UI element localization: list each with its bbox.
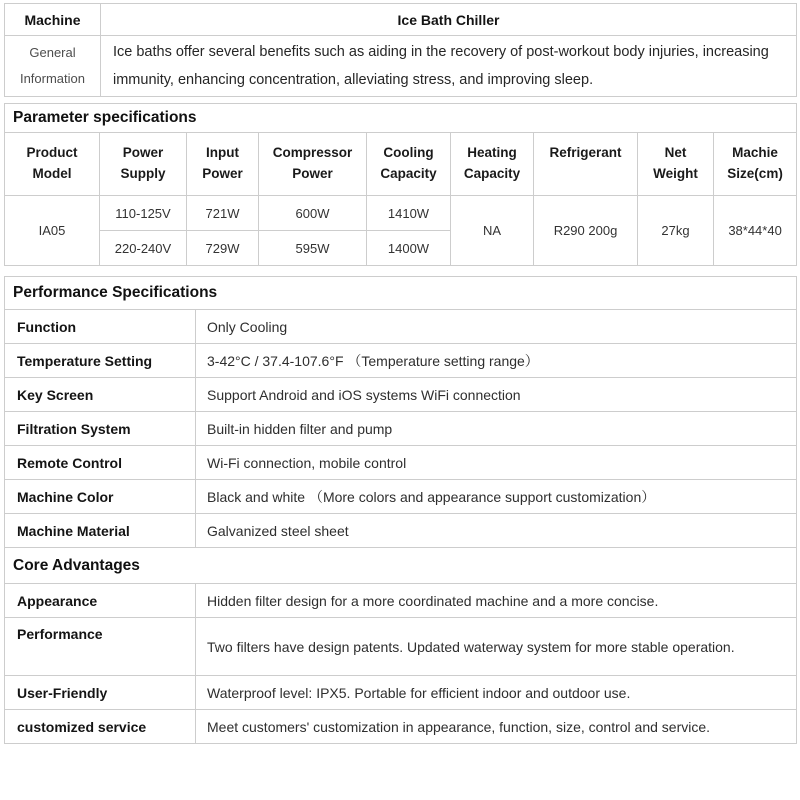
input-power-2: 729W bbox=[187, 231, 259, 266]
spec-value: Built-in hidden filter and pump bbox=[196, 412, 797, 446]
general-info-text: Ice baths offer several benefits such as aiding in the recovery of post-workout body injuries, increasing immunity, enhancing concentration, alleviating stress, and improving sleep. bbox=[101, 36, 797, 97]
advantages-title-row bbox=[5, 548, 797, 584]
advantage-label: customized service bbox=[5, 710, 196, 744]
spec-row-machine-color bbox=[5, 480, 797, 514]
spec-label: Key Screen bbox=[5, 378, 196, 412]
col-compressor-power: Compressor Power bbox=[259, 133, 367, 196]
general-info-row bbox=[5, 36, 797, 97]
col-machine-size: Machie Size(cm) bbox=[714, 133, 797, 196]
spec-row-remote-control bbox=[5, 446, 797, 480]
spec-row-key-screen bbox=[5, 378, 797, 412]
machine-row bbox=[5, 4, 797, 36]
advantage-label: Performance bbox=[5, 618, 196, 676]
spec-value: Support Android and iOS systems WiFi connection bbox=[196, 378, 797, 412]
cooling-capacity-2: 1400W bbox=[367, 231, 451, 266]
spec-label: Temperature Setting bbox=[5, 344, 196, 378]
advantage-row-appearance bbox=[5, 584, 797, 618]
spec-value: Wi-Fi connection, mobile control bbox=[196, 446, 797, 480]
parameter-section-title: Parameter specifications bbox=[5, 104, 797, 133]
parameter-data-row-1 bbox=[5, 196, 797, 231]
parameter-title-row bbox=[5, 104, 797, 133]
col-refrigerant: Refrigerant bbox=[534, 133, 638, 196]
refrigerant-value: R290 200g bbox=[534, 196, 638, 266]
spec-value: Only Cooling bbox=[196, 310, 797, 344]
cooling-capacity-1: 1410W bbox=[367, 196, 451, 231]
spec-label: Function bbox=[5, 310, 196, 344]
overview-table bbox=[4, 3, 797, 97]
input-power-1: 721W bbox=[187, 196, 259, 231]
spec-value: 3-42°C / 37.4-107.6°F （Temperature setting range） bbox=[196, 344, 797, 378]
col-heating-capacity: Heating Capacity bbox=[451, 133, 534, 196]
spec-row-machine-material bbox=[5, 514, 797, 548]
col-cooling-capacity: Cooling Capacity bbox=[367, 133, 451, 196]
compressor-power-1: 600W bbox=[259, 196, 367, 231]
advantage-value: Two filters have design patents. Updated waterway system for more stable operation. bbox=[196, 618, 797, 676]
spec-label: Machine Material bbox=[5, 514, 196, 548]
advantage-row-customized-service bbox=[5, 710, 797, 744]
general-info-label: General Information bbox=[5, 36, 101, 97]
power-supply-2: 220-240V bbox=[100, 231, 187, 266]
spec-label: Filtration System bbox=[5, 412, 196, 446]
advantages-section-title: Core Advantages bbox=[5, 548, 797, 584]
advantage-value: Waterproof level: IPX5. Portable for efficient indoor and outdoor use. bbox=[196, 676, 797, 710]
spec-value: Black and white （More colors and appearance support customization） bbox=[196, 480, 797, 514]
advantage-label: User-Friendly bbox=[5, 676, 196, 710]
col-power-supply: Power Supply bbox=[100, 133, 187, 196]
parameter-header-row bbox=[5, 133, 797, 196]
specs-table bbox=[4, 276, 797, 744]
spec-row-filtration-system bbox=[5, 412, 797, 446]
performance-section-title: Performance Specifications bbox=[5, 277, 797, 310]
parameter-table bbox=[4, 103, 797, 266]
spec-value: Galvanized steel sheet bbox=[196, 514, 797, 548]
net-weight-value: 27kg bbox=[638, 196, 714, 266]
advantage-value: Meet customers' customization in appearance, function, size, control and service. bbox=[196, 710, 797, 744]
advantage-row-performance bbox=[5, 618, 797, 676]
spec-row-function bbox=[5, 310, 797, 344]
col-product-model: Product Model bbox=[5, 133, 100, 196]
advantage-label: Appearance bbox=[5, 584, 196, 618]
machine-label: Machine bbox=[5, 4, 101, 36]
compressor-power-2: 595W bbox=[259, 231, 367, 266]
machine-size-value: 38*44*40 bbox=[714, 196, 797, 266]
spec-label: Remote Control bbox=[5, 446, 196, 480]
performance-title-row bbox=[5, 277, 797, 310]
col-net-weight: Net Weight bbox=[638, 133, 714, 196]
spec-label: Machine Color bbox=[5, 480, 196, 514]
product-model-value: IA05 bbox=[5, 196, 100, 266]
machine-title: Ice Bath Chiller bbox=[101, 4, 797, 36]
col-input-power: Input Power bbox=[187, 133, 259, 196]
spec-row-temperature-setting bbox=[5, 344, 797, 378]
heating-capacity-value: NA bbox=[451, 196, 534, 266]
power-supply-1: 110-125V bbox=[100, 196, 187, 231]
advantage-value: Hidden filter design for a more coordinated machine and a more concise. bbox=[196, 584, 797, 618]
advantage-row-user-friendly bbox=[5, 676, 797, 710]
